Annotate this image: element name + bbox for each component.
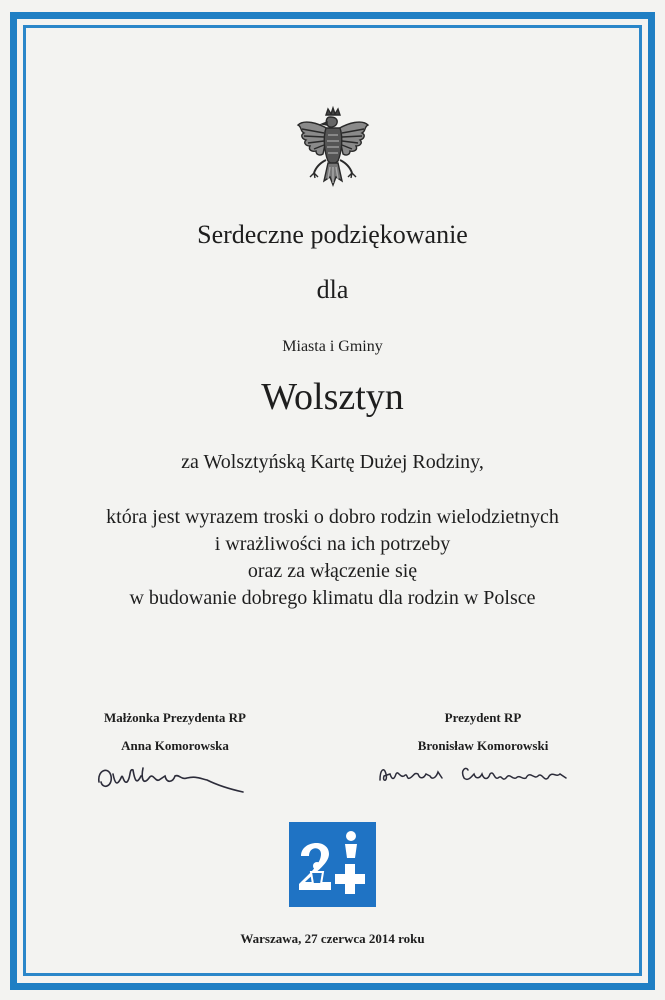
polish-eagle-icon	[290, 105, 376, 191]
body-line: i wrażliwości na ich potrzeby	[214, 533, 451, 555]
body-line: w budowanie dobrego klimatu dla rodzin w Polsce	[129, 587, 536, 609]
body-line: która jest wyrazem troski o dobro rodzin wielodzietnych	[106, 506, 559, 528]
right-signatory-role: Prezydent RP	[444, 710, 522, 725]
reason-line: za Wolsztyńską Kartę Dużej Rodziny,	[181, 451, 484, 473]
place-and-date: Warszawa, 27 czerwca 2014 roku	[240, 931, 425, 946]
left-signatory-name: Anna Komorowska	[121, 738, 229, 753]
recipient-prefix: Miasta i Gminy	[282, 338, 383, 355]
left-handwritten-signature	[95, 760, 255, 800]
for-word: dla	[316, 275, 349, 304]
right-handwritten-signature	[376, 760, 581, 788]
left-signatory-role: Małżonka Prezydenta RP	[103, 710, 247, 725]
family-card-logo-icon	[289, 822, 376, 907]
right-signatory-name: Bronisław Komorowski	[417, 738, 549, 753]
recipient-name: Wolsztyn	[261, 376, 404, 418]
body-line: oraz za włączenie się	[247, 560, 418, 582]
certificate-title: Serdeczne podziękowanie	[197, 220, 468, 249]
